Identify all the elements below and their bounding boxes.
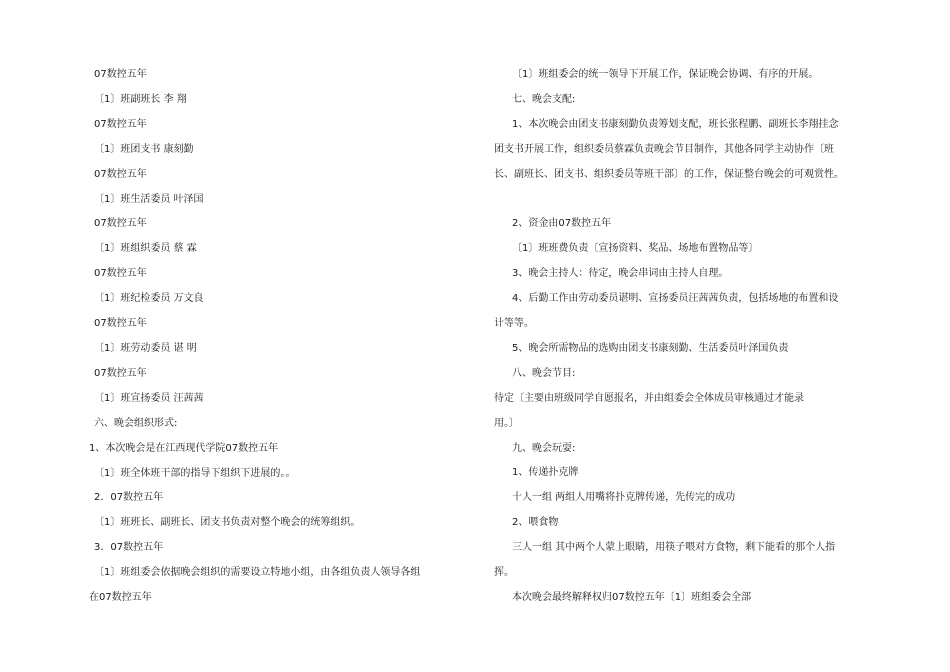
text-line: 2、喂食物 bbox=[512, 517, 559, 529]
text-line: 3、晚会主持人：待定，晚会串词由主持人自理。 bbox=[512, 268, 729, 280]
text-line: 〔1〕班宣扬委员 汪茜茜 bbox=[94, 392, 204, 404]
text-line: 〔1〕班班费负责〔宣扬资料、奖品、场地布置物品等〕 bbox=[512, 243, 759, 255]
text-line: 〔1〕班组委会的统一领导下开展工作，保证晚会协调、有序的开展。 bbox=[512, 69, 819, 80]
text-line: 3．07数控五年 bbox=[94, 542, 164, 554]
text-line: 本次晚会最终解释权归07数控五年〔1〕班组委会全部 bbox=[512, 592, 752, 604]
text-line: 〔1〕班生活委员 叶泽国 bbox=[94, 193, 204, 205]
text-line: 07数控五年 bbox=[94, 218, 147, 230]
text-line: 用。〕 bbox=[494, 417, 519, 429]
text-line: 1、本次晚会由团支书康刻勤负责筹划支配，班长张程鹏、副班长李翔挂念 bbox=[512, 118, 839, 130]
text-line: 1、本次晚会是在江西现代学院07数控五年 bbox=[89, 442, 279, 454]
text-line: 07数控五年 bbox=[94, 168, 147, 180]
text-line: 07数控五年 bbox=[94, 268, 147, 280]
text-line: 〔1〕班组委会依据晚会组织的需要设立特地小组，由各组负责人领导各组 bbox=[94, 567, 421, 579]
text-line: 4、后勤工作由劳动委员谌明、宣扬委员汪茜茜负责，包括场地的布置和设 bbox=[512, 293, 839, 305]
text-line: 07数控五年 bbox=[94, 69, 147, 80]
text-line: 07数控五年 bbox=[94, 318, 147, 330]
text-line: 在07数控五年 bbox=[89, 592, 152, 604]
text-line: 〔1〕班组织委员 蔡 霖 bbox=[94, 243, 197, 255]
text-line: 〔1〕班纪检委员 万文良 bbox=[94, 293, 204, 305]
text-line: 团支书开展工作，组织委员蔡霖负责晚会节目制作，其他各同学主动协作〔班 bbox=[494, 143, 834, 155]
text-line: 07数控五年 bbox=[94, 118, 147, 130]
text-line: 三人一组 其中两个人蒙上眼睛，用筷子喂对方食物，剩下能看的那个人指 bbox=[512, 542, 836, 554]
text-line: 十人一组 两组人用嘴将扑克牌传递，先传完的成功 bbox=[512, 492, 736, 504]
left-column bbox=[89, 63, 466, 611]
text-line: 2．07数控五年 bbox=[94, 492, 164, 504]
text-line: 5、晚会所需物品的选购由团支书康刻勤、生活委员叶泽国负责 bbox=[512, 342, 789, 354]
text-line: 〔1〕班班长、副班长、团支书负责对整个晚会的统筹组织。 bbox=[94, 517, 361, 529]
text-line: 07数控五年 bbox=[94, 367, 147, 379]
text-line: 2、资金由07数控五年 bbox=[512, 218, 612, 230]
text-line: 挥。 bbox=[494, 567, 514, 579]
text-line: 〔1〕班副班长 李 翔 bbox=[94, 93, 187, 105]
text-line: 1、传递扑克牌 bbox=[512, 467, 579, 479]
text-line: 〔1〕班全体班干部的指导下组织下进展的。。 bbox=[94, 467, 296, 479]
text-line: 待定〔主要由班级同学自愿报名，并由组委会全体成员审核通过才能录 bbox=[494, 392, 804, 404]
text-line: 长、副班长、团支书、组织委员等班干部〕的工作，保证整台晚会的可观赏性。 bbox=[494, 168, 844, 180]
text-line: 计等等。 bbox=[494, 318, 534, 330]
text-line bbox=[494, 188, 856, 213]
text-line: 〔1〕班团支书 康刻勤 bbox=[94, 143, 194, 155]
text-line: 八、晚会节目: bbox=[512, 367, 576, 379]
right-column bbox=[494, 63, 856, 611]
text-line: 九、晚会玩耍: bbox=[512, 442, 576, 454]
text-line: 六、晚会组织形式: bbox=[94, 417, 178, 429]
text-line: 〔1〕班劳动委员 谌 明 bbox=[94, 342, 197, 354]
text-line: 七、晚会支配: bbox=[512, 93, 576, 105]
